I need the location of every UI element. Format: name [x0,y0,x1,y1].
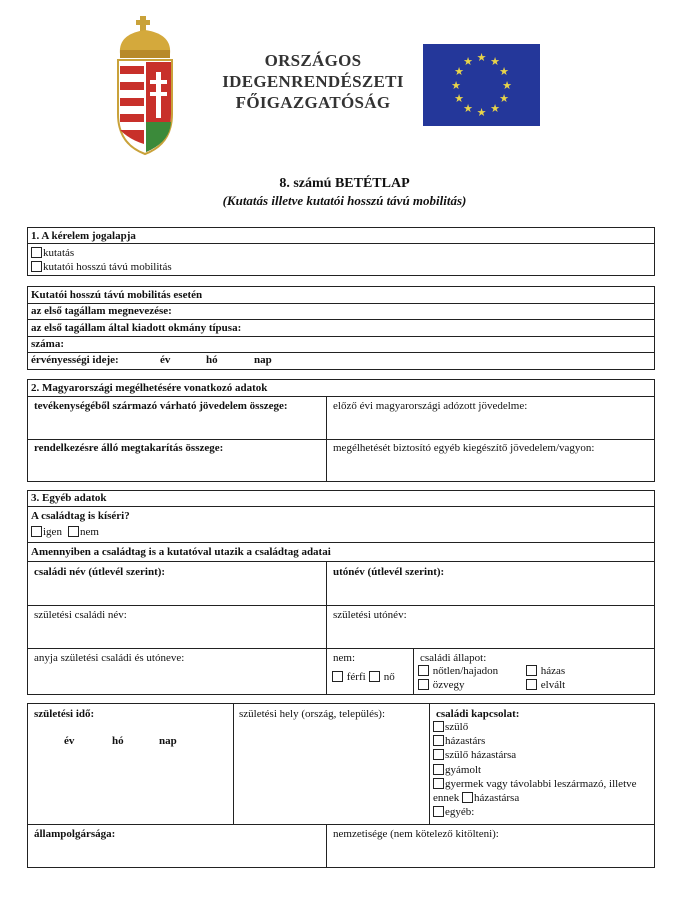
answer-no: nem [68,526,99,539]
relation-label: családi kapcsolat: [436,708,520,720]
svg-text:★: ★ [454,65,464,78]
female-checkbox[interactable] [369,671,380,682]
relation-ward: gyámolt [433,764,481,777]
svg-text:★: ★ [463,55,473,68]
validity-month-label: hó [206,354,218,366]
relation-descendant: gyermek vagy távolabbi leszármazó, illetve [433,778,637,791]
sex-female: nő [369,671,395,684]
married-checkbox[interactable] [526,665,537,676]
svg-text:★: ★ [463,102,473,115]
first-state-name-label: az első tagállam megnevezése: [31,305,172,317]
section1-heading: 1. A kérelem jogalapja [31,230,136,242]
section3-heading: 3. Egyéb adatok [31,492,107,504]
birth-given-name-field[interactable]: születési utónév: [333,609,407,621]
section-legal-basis [27,227,655,276]
document-type-field[interactable] [28,320,654,337]
svg-text:★: ★ [476,106,487,119]
relation-parent-spouse: szülő házastársa [433,749,516,762]
svg-text:★: ★ [499,92,509,105]
svg-text:★: ★ [476,51,487,64]
eu-flag-logo [423,44,540,126]
expected-income-field[interactable]: tevékenységéből származó várható jövedelem összege: [34,400,288,412]
sex-male: férfi [332,671,366,684]
marital-married: házas [526,665,565,678]
relation-spouse: házastárs [433,735,485,748]
yes-checkbox[interactable] [31,526,42,537]
agency-name-line1: ORSZÁGOS [264,51,362,70]
research-checkbox[interactable] [31,247,42,258]
birth-date-label: születési idő: [34,708,95,720]
other-checkbox[interactable] [433,806,444,817]
parent-checkbox[interactable] [433,721,444,732]
option-research: kutatás [31,247,74,260]
birth-family-name-field[interactable]: születési családi név: [34,609,127,621]
marital-status-label: családi állapot: [420,652,487,664]
sex-label: nem: [333,652,355,664]
document-number-label: száma: [31,338,64,350]
option-long-term-mobility: kutatói hosszú távú mobilitás [31,261,172,274]
single-checkbox[interactable] [418,665,429,676]
family-name-field[interactable]: családi név (útlevél szerint): [34,566,166,578]
section-mobility [27,286,655,370]
document-subtitle: (Kutatás illetve kutatói hosszú távú mobilitás) [222,193,467,208]
marital-single: nőtlen/hajadon [418,665,498,678]
relation-descendant-spouse: ennek házastársa [433,792,520,804]
family-member-data-heading: Amennyiben a családtag is a kutatóval utazik a családtag adatai [31,546,331,558]
svg-text:★: ★ [454,92,464,105]
agency-name [213,50,413,113]
mobility-heading: Kutatói hosszú távú mobilitás esetén [31,289,203,301]
nationality-field[interactable]: nemzetisége (nem kötelező kitölteni): [333,828,499,840]
document-type-label: az első tagállam által kiadott okmány típusa: [31,322,242,334]
marital-widowed: özvegy [418,679,465,692]
previous-year-income-field[interactable]: előző évi magyarországi adózott jövedelme: [333,400,528,412]
mother-name-field[interactable]: anyja születési családi és utóneve: [34,652,185,664]
spouse-checkbox[interactable] [433,735,444,746]
widowed-checkbox[interactable] [418,679,429,690]
marital-divorced: elvált [526,679,565,692]
agency-name-line3: FŐIGAZGATÓSÁG [235,93,391,112]
document-number-field[interactable] [28,337,654,353]
document-title: 8. számú BETÉTLAP [279,176,410,191]
ward-checkbox[interactable] [433,764,444,775]
descendant-checkbox[interactable] [433,778,444,789]
citizenship-field[interactable]: állampolgársága: [34,828,116,840]
hungarian-coat-of-arms-logo [112,14,178,156]
validity-label: érvényességi ideje: [31,354,119,366]
section-birth-relation [27,703,655,868]
family-accompanies-question: A családtag is kíséri? [31,510,130,522]
relation-parent: szülő [433,721,468,734]
descendant-spouse-checkbox[interactable] [462,792,473,803]
mobility-checkbox[interactable] [31,261,42,272]
agency-name-line2: IDEGENRENDÉSZETI [222,72,404,91]
no-checkbox[interactable] [68,526,79,537]
validity-day-label: nap [254,354,272,366]
savings-field[interactable]: rendelkezésre álló megtakarítás összege: [34,442,224,454]
given-name-field[interactable]: utónév (útlevél szerint): [333,566,445,578]
other-income-field[interactable]: megélhetését biztosító egyéb kiegészítő jövedelem/vagyon: [333,442,595,454]
first-state-name-field[interactable] [28,304,654,320]
svg-text:★: ★ [490,102,500,115]
male-checkbox[interactable] [332,671,343,682]
svg-text:★: ★ [502,79,512,92]
parent-spouse-checkbox[interactable] [433,749,444,760]
section2-heading: 2. Magyarországi megélhetésére vonatkozó adatok [31,382,268,394]
birth-month-label: hó [112,735,124,747]
validity-year-label: év [160,354,171,366]
birth-year-label: év [64,735,75,747]
section-other-data [27,490,655,695]
relation-other: egyéb: [433,806,474,819]
svg-text:★: ★ [499,65,509,78]
svg-text:★: ★ [451,79,461,92]
section-subsistence [27,379,655,482]
divorced-checkbox[interactable] [526,679,537,690]
svg-text:★: ★ [490,55,500,68]
answer-yes: igen [31,526,62,539]
birth-place-field[interactable]: születési hely (ország, település): [239,708,386,720]
birth-day-label: nap [159,735,177,747]
